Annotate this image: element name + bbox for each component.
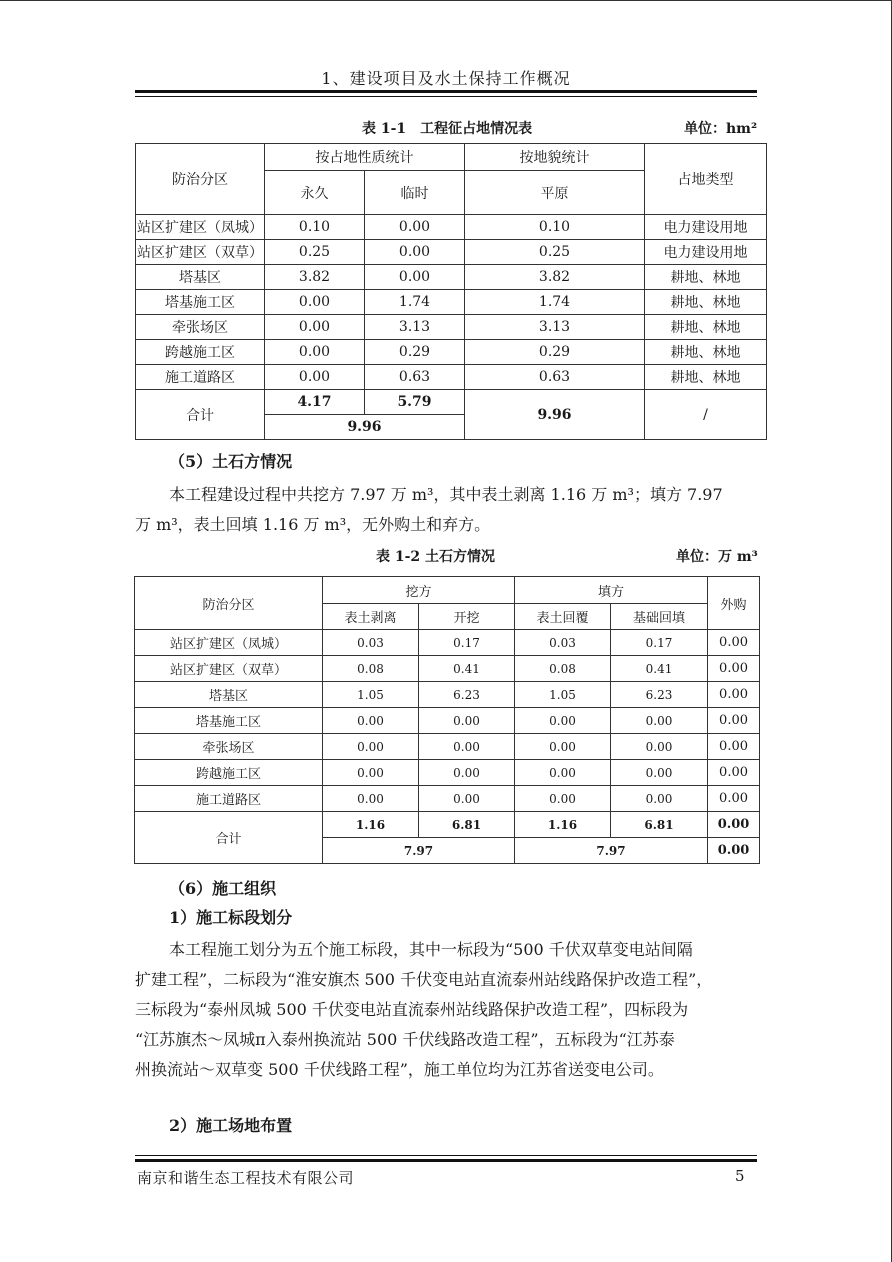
header-rule-thin — [135, 96, 757, 97]
t2-foundation: 0.00 — [611, 760, 708, 786]
t2-total-purchase: 0.00 — [708, 812, 760, 838]
t1-temporary: 0.29 — [365, 340, 465, 365]
t2-cover: 0.00 — [515, 760, 611, 786]
table-total-row — [136, 390, 767, 415]
t1-permanent: 0.10 — [265, 215, 365, 240]
t2-purchase: 0.00 — [708, 708, 760, 734]
t1-plain: 0.29 — [465, 340, 645, 365]
t2-total-excavation-sum: 7.97 — [323, 838, 515, 864]
t2-header-foundation-fill: 基础回填 — [611, 604, 708, 630]
t2-total-strip: 1.16 — [323, 812, 419, 838]
running-header-title: 1、建设项目及水土保持工作概况 — [321, 69, 571, 88]
t2-strip: 0.00 — [323, 786, 419, 812]
t2-total-purchase-sum: 0.00 — [708, 838, 760, 864]
t1-total-plain: 9.96 — [465, 390, 645, 440]
table-row — [136, 240, 767, 265]
t2-total-dig: 6.81 — [419, 812, 515, 838]
t2-zone: 跨越施工区 — [135, 760, 323, 786]
table-row — [135, 630, 760, 656]
t1-permanent: 0.25 — [265, 240, 365, 265]
t1-plain: 0.10 — [465, 215, 645, 240]
t2-zone: 塔基施工区 — [135, 708, 323, 734]
t2-purchase: 0.00 — [708, 630, 760, 656]
t1-temporary: 3.13 — [365, 315, 465, 340]
t1-plain: 0.63 — [465, 365, 645, 390]
t2-purchase: 0.00 — [708, 760, 760, 786]
t2-foundation: 0.41 — [611, 656, 708, 682]
paragraph-line: 本工程建设过程中共挖方 7.97 万 m³，其中表土剥离 1.16 万 m³；填方 7.97 — [169, 485, 723, 504]
t2-header-topsoil-cover: 表土回覆 — [515, 604, 611, 630]
table2-caption: 表 1-2 土石方情况 — [376, 549, 496, 565]
t2-dig: 0.00 — [419, 786, 515, 812]
table-land-occupation — [135, 143, 767, 440]
t1-total-land-type: / — [645, 390, 767, 440]
t2-strip: 1.05 — [323, 682, 419, 708]
footer-rule-thin — [135, 1155, 757, 1156]
t2-header-excavation: 挖方 — [323, 577, 515, 604]
t1-total-temporary: 5.79 — [365, 390, 465, 415]
paragraph-line: 州换流站～双草变 500 千伏线路工程”，施工单位均为江苏省送变电公司。 — [135, 1060, 664, 1079]
t1-plain: 1.74 — [465, 290, 645, 315]
t1-permanent: 0.00 — [265, 315, 365, 340]
t2-zone: 牵张场区 — [135, 734, 323, 760]
t2-foundation: 0.00 — [611, 708, 708, 734]
t2-cover: 0.00 — [515, 708, 611, 734]
t1-header-by-nature: 按占地性质统计 — [265, 144, 465, 171]
section6-paragraph — [135, 935, 712, 1085]
t1-temporary: 0.63 — [365, 365, 465, 390]
t2-purchase: 0.00 — [708, 786, 760, 812]
t1-land-type: 耕地、林地 — [645, 290, 767, 315]
table-row — [136, 365, 767, 390]
t1-land-type: 电力建设用地 — [645, 240, 767, 265]
t1-zone: 塔基施工区 — [136, 290, 265, 315]
footer-rule-thick — [135, 1159, 757, 1162]
t2-strip: 0.03 — [323, 630, 419, 656]
t1-plain: 3.82 — [465, 265, 645, 290]
t1-land-type: 耕地、林地 — [645, 365, 767, 390]
t2-foundation: 6.23 — [611, 682, 708, 708]
t1-temporary: 0.00 — [365, 240, 465, 265]
t2-dig: 0.00 — [419, 760, 515, 786]
table-row — [136, 265, 767, 290]
t2-zone: 塔基区 — [135, 682, 323, 708]
table-row — [135, 708, 760, 734]
t2-zone: 施工道路区 — [135, 786, 323, 812]
t2-cover: 0.03 — [515, 630, 611, 656]
section5-heading: （5）土石方情况 — [169, 452, 293, 471]
table1-unit: 单位：hm² — [684, 121, 758, 137]
paragraph-line: 三标段为“泰州凤城 500 千伏变电站直流泰州站线路保护改造工程”，四标段为 — [135, 1000, 689, 1019]
table-row — [135, 786, 760, 812]
section6-sub1-heading: 1）施工标段划分 — [169, 908, 293, 927]
section5-paragraph — [135, 480, 723, 540]
page-number: 5 — [735, 1167, 745, 1185]
t2-total-label: 合计 — [135, 812, 323, 864]
paragraph-line: 本工程施工划分为五个施工标段，其中一标段为“500 千伏双草变电站间隔 — [169, 940, 693, 959]
t2-header-zone: 防治分区 — [135, 577, 323, 630]
t2-strip: 0.00 — [323, 760, 419, 786]
page-border-top — [0, 0, 892, 1]
t1-total-sum: 9.96 — [265, 415, 465, 440]
table-row — [135, 656, 760, 682]
table-row — [136, 215, 767, 240]
t1-land-type: 耕地、林地 — [645, 340, 767, 365]
table1-caption: 表 1-1 工程征占地情况表 — [362, 121, 533, 137]
t1-zone: 塔基区 — [136, 265, 265, 290]
t1-land-type: 耕地、林地 — [645, 265, 767, 290]
t1-total-label: 合计 — [136, 390, 265, 440]
t1-plain: 0.25 — [465, 240, 645, 265]
t2-cover: 1.05 — [515, 682, 611, 708]
header-rule-thick — [135, 90, 757, 93]
t2-dig: 6.23 — [419, 682, 515, 708]
t1-zone: 施工道路区 — [136, 365, 265, 390]
t2-total-foundation: 6.81 — [611, 812, 708, 838]
t1-land-type: 电力建设用地 — [645, 215, 767, 240]
table-total-row — [135, 812, 760, 838]
t1-zone: 站区扩建区（凤城） — [136, 215, 265, 240]
t2-purchase: 0.00 — [708, 656, 760, 682]
t2-zone: 站区扩建区（双草） — [135, 656, 323, 682]
table-row — [135, 734, 760, 760]
table-row — [136, 315, 767, 340]
t1-permanent: 3.82 — [265, 265, 365, 290]
t1-header-plain: 平原 — [465, 171, 645, 215]
t1-header-land-type: 占地类型 — [645, 144, 767, 215]
paragraph-line: 万 m³，表土回填 1.16 万 m³，无外购土和弃方。 — [135, 515, 491, 534]
section6-sub2-heading: 2）施工场地布置 — [169, 1116, 293, 1135]
t2-dig: 0.00 — [419, 734, 515, 760]
t1-header-permanent: 永久 — [265, 171, 365, 215]
t2-total-cover: 1.16 — [515, 812, 611, 838]
t1-permanent: 0.00 — [265, 365, 365, 390]
t1-temporary: 0.00 — [365, 215, 465, 240]
t1-temporary: 1.74 — [365, 290, 465, 315]
t1-zone: 跨越施工区 — [136, 340, 265, 365]
t1-header-temporary: 临时 — [365, 171, 465, 215]
t2-purchase: 0.00 — [708, 734, 760, 760]
t2-zone: 站区扩建区（凤城） — [135, 630, 323, 656]
table2-unit: 单位：万 m³ — [676, 549, 758, 565]
paragraph-line: “江苏旗杰～凤城π入泰州换流站 500 千伏线路改造工程”，五标段为“江苏泰 — [135, 1030, 675, 1049]
t1-permanent: 0.00 — [265, 340, 365, 365]
t2-total-fill-sum: 7.97 — [515, 838, 708, 864]
table-earthwork — [134, 576, 760, 864]
t1-header-zone: 防治分区 — [136, 144, 265, 215]
t1-header-by-landform: 按地貌统计 — [465, 144, 645, 171]
t2-cover: 0.08 — [515, 656, 611, 682]
t2-foundation: 0.17 — [611, 630, 708, 656]
t2-foundation: 0.00 — [611, 734, 708, 760]
t2-strip: 0.00 — [323, 708, 419, 734]
table-row — [136, 340, 767, 365]
t2-strip: 0.00 — [323, 734, 419, 760]
t2-header-fill: 填方 — [515, 577, 708, 604]
table-row — [136, 290, 767, 315]
t2-dig: 0.00 — [419, 708, 515, 734]
t2-cover: 0.00 — [515, 734, 611, 760]
t1-temporary: 0.00 — [365, 265, 465, 290]
table-row — [135, 682, 760, 708]
paragraph-line: 扩建工程”，二标段为“淮安旗杰 500 千伏变电站直流泰州站线路保护改造工程”， — [135, 970, 713, 989]
t2-foundation: 0.00 — [611, 786, 708, 812]
t1-zone: 站区扩建区（双草） — [136, 240, 265, 265]
t2-dig: 0.41 — [419, 656, 515, 682]
t2-dig: 0.17 — [419, 630, 515, 656]
t2-purchase: 0.00 — [708, 682, 760, 708]
t2-header-dig: 开挖 — [419, 604, 515, 630]
t1-plain: 3.13 — [465, 315, 645, 340]
t1-zone: 牵张场区 — [136, 315, 265, 340]
t2-cover: 0.00 — [515, 786, 611, 812]
footer-company: 南京和谐生态工程技术有限公司 — [137, 1169, 355, 1187]
table-row — [135, 760, 760, 786]
t1-permanent: 0.00 — [265, 290, 365, 315]
section6-heading: （6）施工组织 — [169, 879, 277, 898]
t1-total-permanent: 4.17 — [265, 390, 365, 415]
t2-strip: 0.08 — [323, 656, 419, 682]
t2-header-purchase: 外购 — [708, 577, 760, 630]
t1-land-type: 耕地、林地 — [645, 315, 767, 340]
t2-header-topsoil-strip: 表土剥离 — [323, 604, 419, 630]
